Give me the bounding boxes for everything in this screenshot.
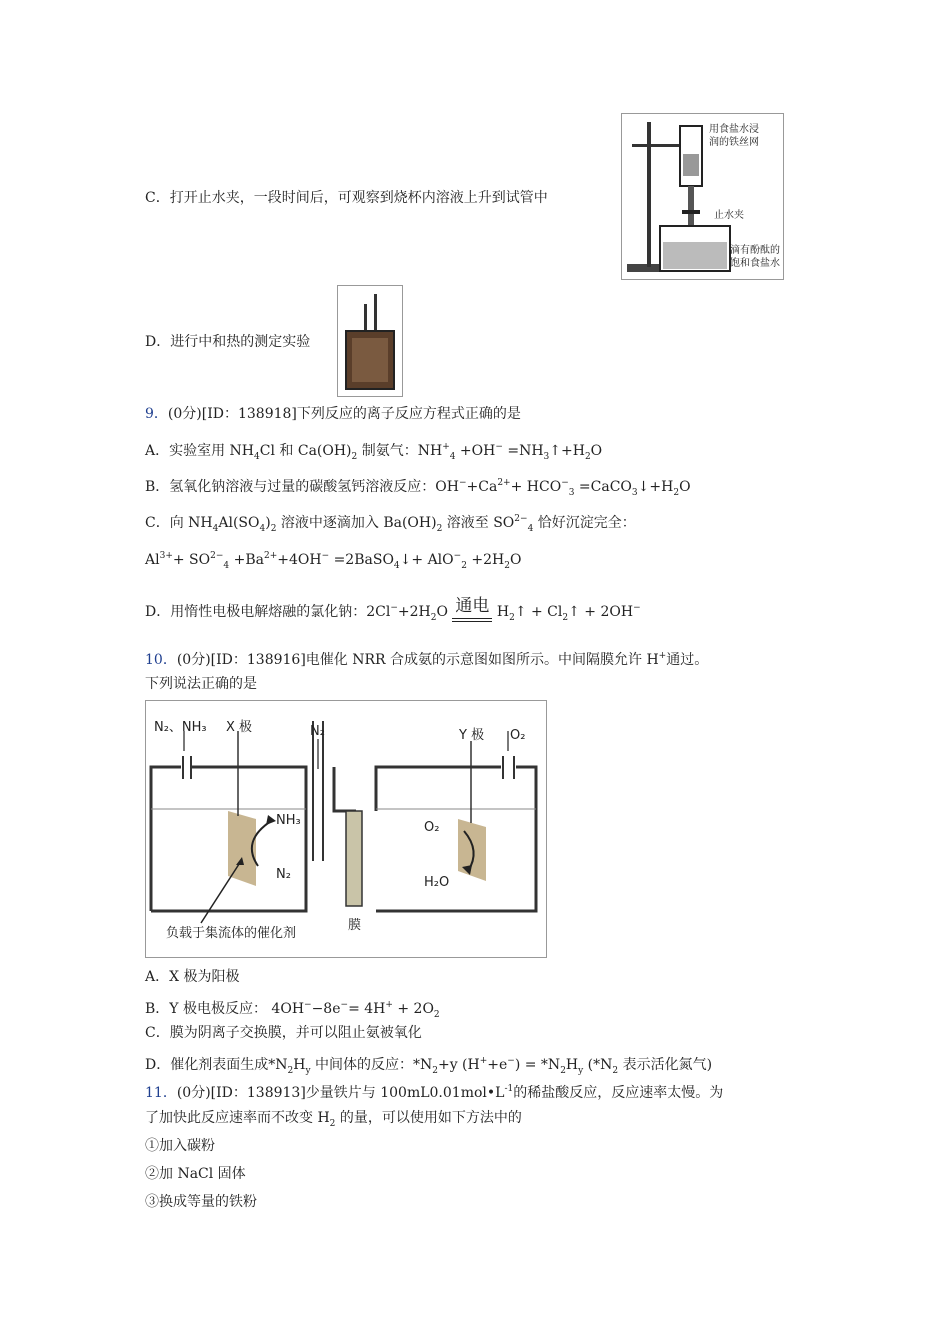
label-n2-in: N₂: [310, 724, 325, 739]
calorimeter-diagram: [338, 286, 402, 396]
label-catalyst: 负载于集流体的催化剂: [166, 926, 297, 941]
q10-stem-1: 10．(0分)[ID：138916]电催化 NRR 合成氨的示意图如图所示。中间隔膜允许 H+通过。: [145, 651, 709, 668]
stand-rod: [647, 122, 651, 267]
iron-rust-apparatus-diagram: [622, 114, 783, 279]
label-clamp: 止水夹: [714, 210, 744, 221]
q10-option-c: C．膜为阴离子交换膜，并可以阻止氨被氧化: [145, 1025, 422, 1041]
q9-option-a: A．实验室用 $NH_4Cl$ 和 $Ca(OH)_2$ 制氨气：$NH^+_4 +OH^-$ $=NH_3↑+H_2O$: [145, 442, 603, 462]
q8-option-c: C．打开止水夹，一段时间后，可观察到烧杯内溶液上升到试管中: [145, 190, 548, 206]
y-electrode: [458, 819, 486, 881]
q11-item-2: ②加 NaCl 固体: [145, 1166, 246, 1182]
stand-clamp: [632, 144, 687, 147]
q10-option-b: B．Y 极电极反应： $4OH^--8e^-= 4H^+ + 2O_2$: [145, 1000, 440, 1020]
q9-option-c: C．向 $NH_4Al(SO_4)_2$ 溶液中逐滴加入 $Ba(OH)_2$ 溶液至 $SO^{2-}_4$ 恰好沉淀完全：: [145, 514, 636, 534]
electrolysis-condition: 通电: [452, 618, 492, 628]
label-o2: O₂: [424, 820, 440, 835]
q8-option-d-figure: [337, 285, 403, 397]
q10-electrolysis-figure: [145, 700, 547, 958]
label-x-electrode: X 极: [226, 720, 253, 735]
q10-stem-2: 下列说法正确的是: [145, 676, 257, 692]
label-iron-mesh-2: 润的铁丝网: [709, 137, 759, 148]
q11-item-1: ①加入碳粉: [145, 1138, 215, 1154]
beaker-solution: [663, 242, 727, 269]
q10-option-d: D．催化剂表面生成$*N_2H_y$ 中间体的反应：$*N_2+y$ $(H^++e^-) = *N_2H_y$ ($*N_2$ 表示活化氮气): [145, 1056, 713, 1076]
q9-option-b: B．氢氧化钠溶液与过量的碳酸氢钙溶液反应：$OH^-+Ca^{2+}+ HCO^-_3$ $=CaCO_3↓+H_2O$: [145, 478, 691, 498]
q10-option-a: A．X 极为阳极: [145, 969, 240, 985]
q9-option-d: D．用惰性电极电解熔融的氯化钠：$2Cl^-+2H_2O$ 通电 $H_2↑$ + $Cl_2↑ + 2OH^-$: [145, 598, 641, 628]
label-y-electrode: Y 极: [459, 728, 485, 743]
membrane: [346, 811, 362, 906]
label-iron-mesh-1: 用食盐水浸: [709, 124, 759, 135]
nrr-cell-diagram: [146, 701, 546, 957]
label-n2-nh3-out: N₂、NH₃: [154, 720, 207, 735]
q9-stem: 9．(0分)[ID：138918]下列反应的离子反应方程式正确的是: [145, 406, 521, 422]
q8-option-d: D．进行中和热的测定实验: [145, 334, 311, 350]
iron-mesh: [683, 154, 699, 176]
q11-stem-1: 11．(0分)[ID：138913]少量铁片与 $100mL0.01mol•L^{-1}$的稀盐酸反应，反应速率太慢。为: [145, 1084, 724, 1101]
q11-stem-2: 了加快此反应速率而不改变 $H_2$ 的量，可以使用如下方法中的: [145, 1110, 522, 1129]
label-n2: N₂: [276, 867, 291, 882]
q11-item-3: ③换成等量的铁粉: [145, 1194, 257, 1210]
label-nh3: NH₃: [276, 813, 301, 828]
label-h2o: H₂O: [424, 875, 450, 890]
water-clamp: [682, 210, 700, 214]
q9-option-c-equation: $Al^{3+}+ SO^{2-}_4 +Ba^{2+}+4OH^-$ =2BaSO$_4$↓+ $AlO^-_2 +2H_2O$: [145, 551, 522, 571]
label-solution-2: 饱和食盐水: [730, 258, 780, 269]
label-solution-1: 滴有酚酞的: [730, 245, 780, 256]
q8-option-c-figure: [621, 113, 784, 280]
label-o2-out: O₂: [510, 728, 526, 743]
label-membrane: 膜: [348, 918, 362, 933]
